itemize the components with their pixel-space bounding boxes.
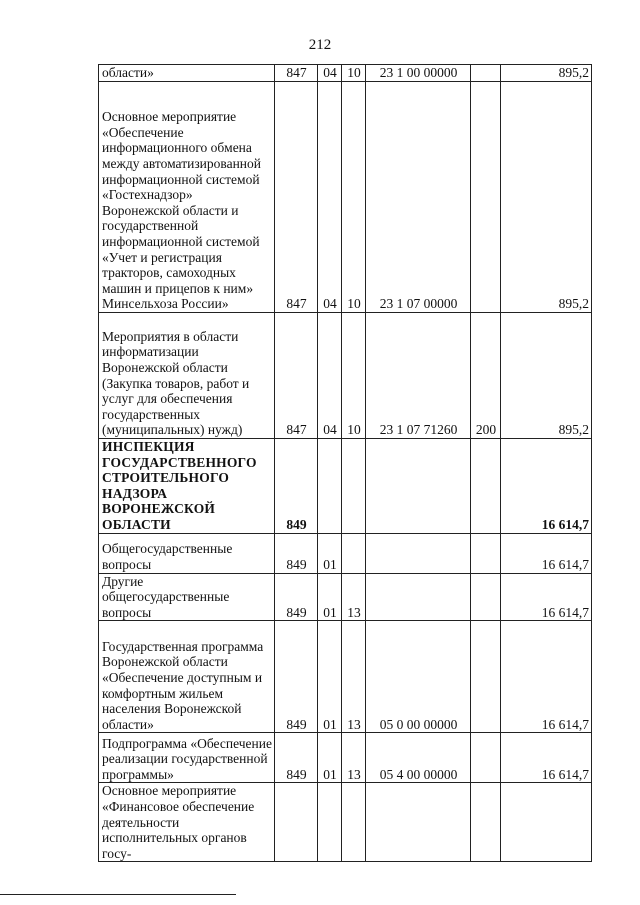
table-row xyxy=(99,783,592,862)
budget-table xyxy=(98,64,592,862)
table-row xyxy=(99,733,592,783)
cell-target-article: 05 0 00 00000 xyxy=(366,621,471,733)
cell-subsection: 13 xyxy=(342,733,366,783)
cell-expense-type xyxy=(471,733,501,783)
cell-target-article xyxy=(366,783,471,862)
cell-expense-type xyxy=(471,82,501,313)
cell-section: 01 xyxy=(318,533,342,573)
cell-section xyxy=(318,439,342,534)
table-row xyxy=(99,82,592,313)
cell-amount: 895,2 xyxy=(501,82,592,313)
cell-expense-type xyxy=(471,783,501,862)
cell-target-article: 23 1 07 00000 xyxy=(366,82,471,313)
cell-amount: 16 614,7 xyxy=(501,733,592,783)
cell-target-article xyxy=(366,439,471,534)
cell-amount: 16 614,7 xyxy=(501,439,592,534)
cell-subsection xyxy=(342,439,366,534)
cell-name: ИНСПЕКЦИЯ ГОСУДАРСТВЕННОГО СТРОИТЕЛЬНОГО НАДЗОРА ВОРОНЕЖСКОЙ ОБЛАСТИ xyxy=(99,439,275,534)
cell-section: 04 xyxy=(318,313,342,439)
cell-amount: 895,2 xyxy=(501,313,592,439)
cell-section: 01 xyxy=(318,621,342,733)
cell-target-article: 05 4 00 00000 xyxy=(366,733,471,783)
cell-target-article xyxy=(366,573,471,621)
cell-admin-code: 847 xyxy=(275,65,318,82)
budget-table-body xyxy=(99,65,592,862)
cell-amount: 16 614,7 xyxy=(501,621,592,733)
cell-section: 01 xyxy=(318,573,342,621)
cell-subsection xyxy=(342,783,366,862)
cell-target-article xyxy=(366,533,471,573)
cell-admin-code: 849 xyxy=(275,533,318,573)
cell-expense-type xyxy=(471,533,501,573)
cell-target-article: 23 1 07 71260 xyxy=(366,313,471,439)
cell-section: 04 xyxy=(318,65,342,82)
cell-name: области» xyxy=(99,65,275,82)
cell-expense-type xyxy=(471,573,501,621)
table-row xyxy=(99,439,592,534)
cell-subsection: 13 xyxy=(342,573,366,621)
cell-admin-code: 847 xyxy=(275,82,318,313)
table-row xyxy=(99,313,592,439)
table-row xyxy=(99,573,592,621)
cell-amount xyxy=(501,783,592,862)
cell-subsection xyxy=(342,533,366,573)
cell-expense-type xyxy=(471,621,501,733)
cell-admin-code: 849 xyxy=(275,439,318,534)
cell-admin-code: 849 xyxy=(275,733,318,783)
cell-subsection: 10 xyxy=(342,82,366,313)
footnote-rule xyxy=(0,894,236,895)
cell-admin-code: 849 xyxy=(275,573,318,621)
cell-section: 04 xyxy=(318,82,342,313)
cell-expense-type: 200 xyxy=(471,313,501,439)
cell-section: 01 xyxy=(318,733,342,783)
cell-admin-code xyxy=(275,783,318,862)
cell-subsection: 10 xyxy=(342,313,366,439)
cell-amount: 16 614,7 xyxy=(501,573,592,621)
cell-expense-type xyxy=(471,439,501,534)
table-row xyxy=(99,533,592,573)
cell-subsection: 13 xyxy=(342,621,366,733)
cell-name: Мероприятия в области информатизации Воронежской области (Закупка товаров, работ и услуг для обеспечения государственных (муниципальных) нужд) xyxy=(99,313,275,439)
cell-admin-code: 847 xyxy=(275,313,318,439)
cell-target-article: 23 1 00 00000 xyxy=(366,65,471,82)
cell-amount: 16 614,7 xyxy=(501,533,592,573)
cell-expense-type xyxy=(471,65,501,82)
cell-name: Другие общегосударственные вопросы xyxy=(99,573,275,621)
cell-section xyxy=(318,783,342,862)
cell-name: Основное мероприятие «Финансовое обеспечение деятельности исполнительных органов госу- xyxy=(99,783,275,862)
table-row xyxy=(99,621,592,733)
page-number: 212 xyxy=(308,37,332,53)
cell-subsection: 10 xyxy=(342,65,366,82)
cell-amount: 895,2 xyxy=(501,65,592,82)
cell-admin-code: 849 xyxy=(275,621,318,733)
cell-name: Подпрограмма «Обеспечение реализации государственной программы» xyxy=(99,733,275,783)
cell-name: Основное мероприятие «Обеспечение информационного обмена между автоматизированной информационной системой «Гостехнадзор» Воронежской области и государственной информационной системой «Учет и регистрация тракторов, самоходных машин и прицепов к ним» Минсельхоза России» xyxy=(99,82,275,313)
table-row xyxy=(99,65,592,82)
cell-name: Государственная программа Воронежской области «Обеспечение доступным и комфортным жильем населения Воронежской области» xyxy=(99,621,275,733)
cell-name: Общегосударственные вопросы xyxy=(99,533,275,573)
